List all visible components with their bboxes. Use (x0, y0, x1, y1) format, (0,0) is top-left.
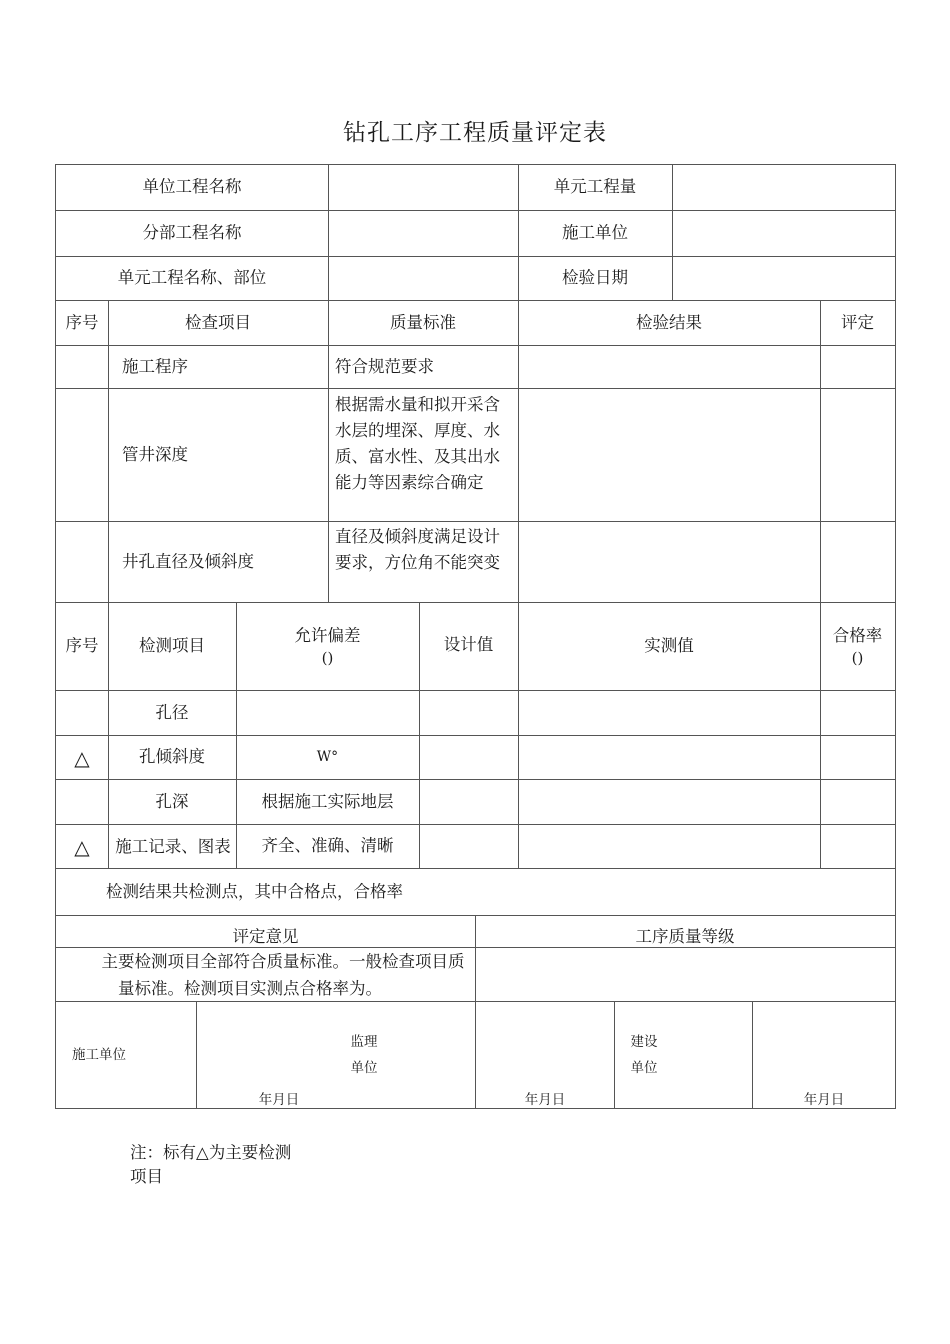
column-header-check-item: 检查项目 (185, 312, 251, 332)
footnote (130, 1141, 291, 1189)
tolerance-value: 齐全、准确、清晰 (261, 836, 394, 856)
column-header-tolerance (236, 603, 419, 690)
signature-owner-label: 建设 (630, 1033, 658, 1050)
inspection-date-label: 检验日期 (562, 268, 628, 288)
col-divider (475, 947, 476, 1001)
column-header-inspection-result: 检验结果 (636, 312, 702, 332)
signature-date: 年月日 (524, 1091, 566, 1108)
assessment-opinion-text: 主要检测项目全部符合质量标准。一般检查项目质量标准。检测项目实测点合格率为。 (101, 951, 465, 998)
tolerance-value (236, 691, 419, 735)
pass-rate-label: 合格率 (832, 626, 883, 646)
measure-item-label: 孔深 (155, 791, 189, 811)
check-item-label: 管井深度 (122, 444, 188, 464)
col-divider (518, 300, 519, 602)
col-divider (196, 1001, 197, 1109)
pass-rate-unit: () (851, 648, 864, 667)
page-title: 钻孔工序工程质量评定表 (343, 120, 607, 146)
column-header-measured-value: 实测值 (644, 636, 694, 656)
signature-construction-unit-label: 施工单位 (72, 1046, 126, 1063)
tolerance-unit: () (321, 648, 334, 667)
signature-supervision-label: 监理 (350, 1033, 378, 1050)
measure-item-label: 孔径 (155, 702, 189, 722)
quality-standard-text: 符合规范要求 (335, 357, 434, 376)
main-item-mark: △ (74, 834, 90, 859)
tolerance-label: 允许偏差 (294, 626, 361, 646)
column-header-pass-rate (820, 603, 895, 690)
signature-date: 年月日 (803, 1091, 845, 1108)
main-item-mark: △ (74, 745, 90, 770)
col-divider (820, 300, 821, 602)
col-divider (672, 164, 673, 301)
process-quality-grade-label: 工序质量等级 (635, 926, 735, 946)
col-divider (752, 1001, 753, 1109)
signature-supervision-unit-label: 单位 (350, 1059, 378, 1076)
quality-standard-text: 直径及倾斜度满足设计要求，方位角不能突变 (335, 527, 500, 572)
footnote-line: 注：标有△为主要检测 (130, 1143, 292, 1162)
column-header-design-value: 设计值 (443, 635, 494, 655)
column-header-seq: 序号 (65, 312, 99, 332)
main-item-mark (56, 780, 108, 824)
unit-quantity-label: 单元工程量 (553, 177, 637, 197)
column-header-quality-standard: 质量标准 (390, 312, 456, 332)
measure-item-label: 施工记录、图表 (115, 836, 231, 856)
col-divider (328, 164, 329, 301)
quality-standard-text: 根据需水量和拟开采含水层的埋深、厚度、水质、富水性、及其出水能力等因素综合确定 (335, 395, 500, 492)
construction-unit-label: 施工单位 (562, 223, 628, 243)
division-project-name-label: 分部工程名称 (142, 223, 242, 243)
col-divider (614, 1001, 615, 1109)
column-header-measure-item: 检测项目 (139, 636, 205, 656)
footnote-line: 项目 (130, 1166, 163, 1186)
main-item-mark (56, 691, 108, 735)
col-divider (475, 1001, 476, 1109)
check-item-label: 施工程序 (122, 356, 188, 376)
unit-project-name-label: 单位工程名称 (142, 177, 242, 197)
measure-item-label: 孔倾斜度 (139, 747, 205, 767)
element-project-name-label: 单元工程名称、部位 (117, 268, 267, 288)
column-header-assessment: 评定 (841, 312, 874, 332)
tolerance-value: 根据施工实际地层 (261, 791, 394, 811)
signature-date: 年月日 (258, 1091, 300, 1108)
tolerance-value: W° (316, 749, 339, 765)
check-item-label: 井孔直径及倾斜度 (122, 551, 254, 571)
result-summary: 检测结果共检测点，其中合格点，合格率 (106, 881, 403, 901)
column-header-seq: 序号 (65, 636, 99, 656)
table-border-right (895, 164, 896, 1109)
assessment-opinion-label: 评定意见 (232, 926, 299, 946)
signature-owner-unit-label: 单位 (630, 1059, 658, 1076)
